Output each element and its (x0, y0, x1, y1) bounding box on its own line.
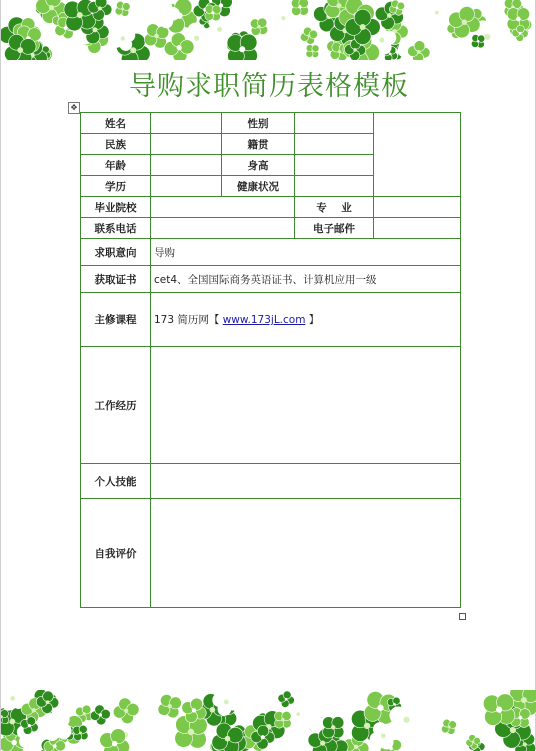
resume-table (80, 112, 461, 608)
field-skills[interactable] (151, 464, 461, 499)
clover-border-top (1, 0, 536, 60)
field-phone[interactable] (151, 218, 295, 239)
field-self-evaluation[interactable] (151, 499, 461, 608)
field-certificates[interactable]: cet4、全国国际商务英语证书、计算机应用一级 (151, 266, 461, 293)
field-school[interactable] (151, 197, 295, 218)
clover-icon (438, 716, 461, 739)
label-email: 电子邮件 (295, 218, 374, 239)
field-age[interactable] (151, 155, 222, 176)
label-education: 学历 (81, 176, 151, 197)
clover-icon (423, 0, 451, 27)
courses-link[interactable]: www.173jL.com (222, 314, 306, 326)
clover-icon (111, 696, 141, 726)
label-skills: 个人技能 (81, 464, 151, 499)
field-work-experience[interactable] (151, 347, 461, 464)
field-objective[interactable]: 导购 (151, 239, 461, 266)
label-hometown: 籍贯 (222, 134, 295, 155)
field-major[interactable] (374, 197, 461, 218)
field-health[interactable] (295, 176, 374, 197)
field-gender[interactable] (295, 113, 374, 134)
field-email[interactable] (374, 218, 461, 239)
clover-icon (89, 703, 112, 726)
field-hometown[interactable] (295, 134, 374, 155)
label-height: 身高 (222, 155, 295, 176)
label-gender: 性别 (222, 113, 295, 134)
courses-suffix: 】 (305, 314, 320, 326)
courses-prefix: 173 简历网【 (154, 314, 223, 326)
label-self-evaluation: 自我评价 (81, 499, 151, 608)
label-objective: 求职意向 (81, 239, 151, 266)
table-move-handle-icon[interactable]: ✥ (68, 102, 80, 114)
label-ethnicity: 民族 (81, 134, 151, 155)
label-certificates: 获取证书 (81, 266, 151, 293)
label-age: 年龄 (81, 155, 151, 176)
photo-cell[interactable] (374, 113, 461, 197)
page-title: 导购求职简历表格模板 (129, 71, 409, 102)
clover-border-bottom (1, 690, 536, 751)
clover-icon (111, 0, 134, 20)
field-education[interactable] (151, 176, 222, 197)
field-height[interactable] (295, 155, 374, 176)
field-courses[interactable] (151, 293, 461, 347)
clover-icon (298, 25, 320, 47)
field-ethnicity[interactable] (151, 134, 222, 155)
label-name: 姓名 (81, 113, 151, 134)
label-work-experience: 工作经历 (81, 347, 151, 464)
label-major: 专 业 (295, 197, 374, 218)
label-phone: 联系电话 (81, 218, 151, 239)
label-health: 健康状况 (222, 176, 295, 197)
label-school: 毕业院校 (81, 197, 151, 218)
label-courses: 主修课程 (81, 293, 151, 347)
clover-icon (276, 690, 296, 709)
field-name[interactable] (151, 113, 222, 134)
table-resize-handle[interactable] (459, 613, 466, 620)
